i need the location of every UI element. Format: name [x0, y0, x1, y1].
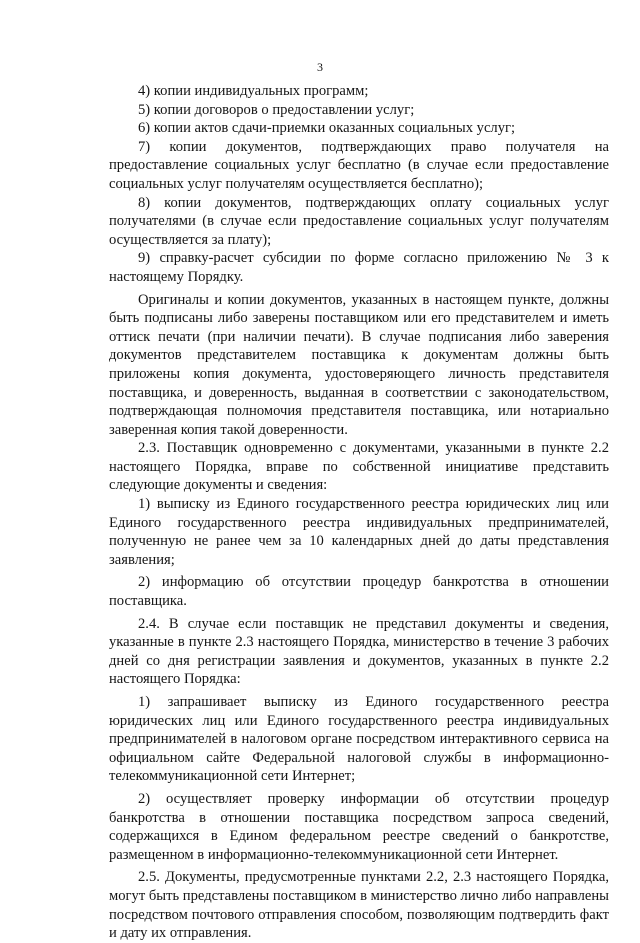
paragraph-originals-and-copies: Оригиналы и копии документов, указанных в настоящем пункте, должны быть подписаны либо заверены поставщиком или его представителем и иметь оттиск печати (при наличии печати). В случае подписания либо заверения документов представителем поставщика к документам должны быть приложены копия документа, удостоверяющего личность представителя поставщика, и доверенность, выданная в соответствии с законодательством, подтверждающая полномочия представителя поставщика, или нотариально заверенная копия такой доверенности.	[109, 291, 609, 438]
section-2-4-heading: 2.4. В случае если поставщик не представил документы и сведения, указанные в пункте 2.3 настоящего Порядка, министерство в течение 3 рабочих дней со дня регистрации заявления и документов, указанных в пункте 2.2 настоящего Порядка:	[109, 615, 609, 688]
section-2-4-item-2: 2) осуществляет проверку информации об отсутствии процедур банкротства в отношении поставщика посредством запроса сведений, содержащихся в Едином федеральном реестре сведений о банкротстве, размещенном в информационно-телекоммуникационной сети Интернет.	[109, 790, 609, 863]
section-2-3-item-2: 2) информацию об отсутствии процедур банкротства в отношении поставщика.	[109, 574, 609, 610]
list-item-9-subsidy-calculation: 9) справку-расчет субсидии по форме согласно приложению № 3 к настоящему Порядку.	[109, 250, 609, 285]
section-2-4-item-1: 1) запрашивает выписку из Единого государственного реестра юридических лиц или Единого государственного реестра индивидуальных предпринимателей в налоговом органе посредством интерактивного сервиса на официальном сайте Федеральной налоговой службы в информационно-телекоммуникационной сети Интернет;	[109, 694, 609, 785]
list-item-7-free-services-documents: 7) копии документов, подтверждающих право получателя на предоставление социальных услуг бесплатно (в случае если предоставление социальных услуг получателям осуществляется бесплатно);	[109, 138, 609, 192]
page-number: 3	[317, 60, 323, 74]
list-item-4-individual-programs: 4) копии индивидуальных программ;	[138, 83, 369, 99]
section-2-5-paragraph: 2.5. Документы, предусмотренные пунктами 2.2, 2.3 настоящего Порядка, могут быть представлены поставщиком в министерство лично либо направлены посредством почтового отправления способом, позволяющим подтвердить факт и дату их отправления.	[109, 869, 609, 942]
list-item-8-payment-documents: 8) копии документов, подтверждающих оплату социальных услуг получателями (в случае если предоставление социальных услуг получателям осуществляется за плату);	[109, 194, 609, 248]
list-item-5-service-contracts: 5) копии договоров о предоставлении услуг;	[138, 101, 415, 118]
document-body	[109, 82, 609, 943]
section-2-3-heading: 2.3. Поставщик одновременно с документами, указанными в пункте 2.2 настоящего Порядка, вправе по собственной инициативе представить следующие документы и сведения:	[109, 440, 609, 494]
section-2-3-item-1: 1) выписку из Единого государственного реестра юридических лиц или Единого государственного реестра индивидуальных предпринимателей, полученную не ранее чем за 10 календарных дней до даты представления заявления;	[109, 496, 609, 568]
list-item-6-acceptance-acts: 6) копии актов сдачи-приемки оказанных социальных услуг;	[138, 120, 516, 137]
